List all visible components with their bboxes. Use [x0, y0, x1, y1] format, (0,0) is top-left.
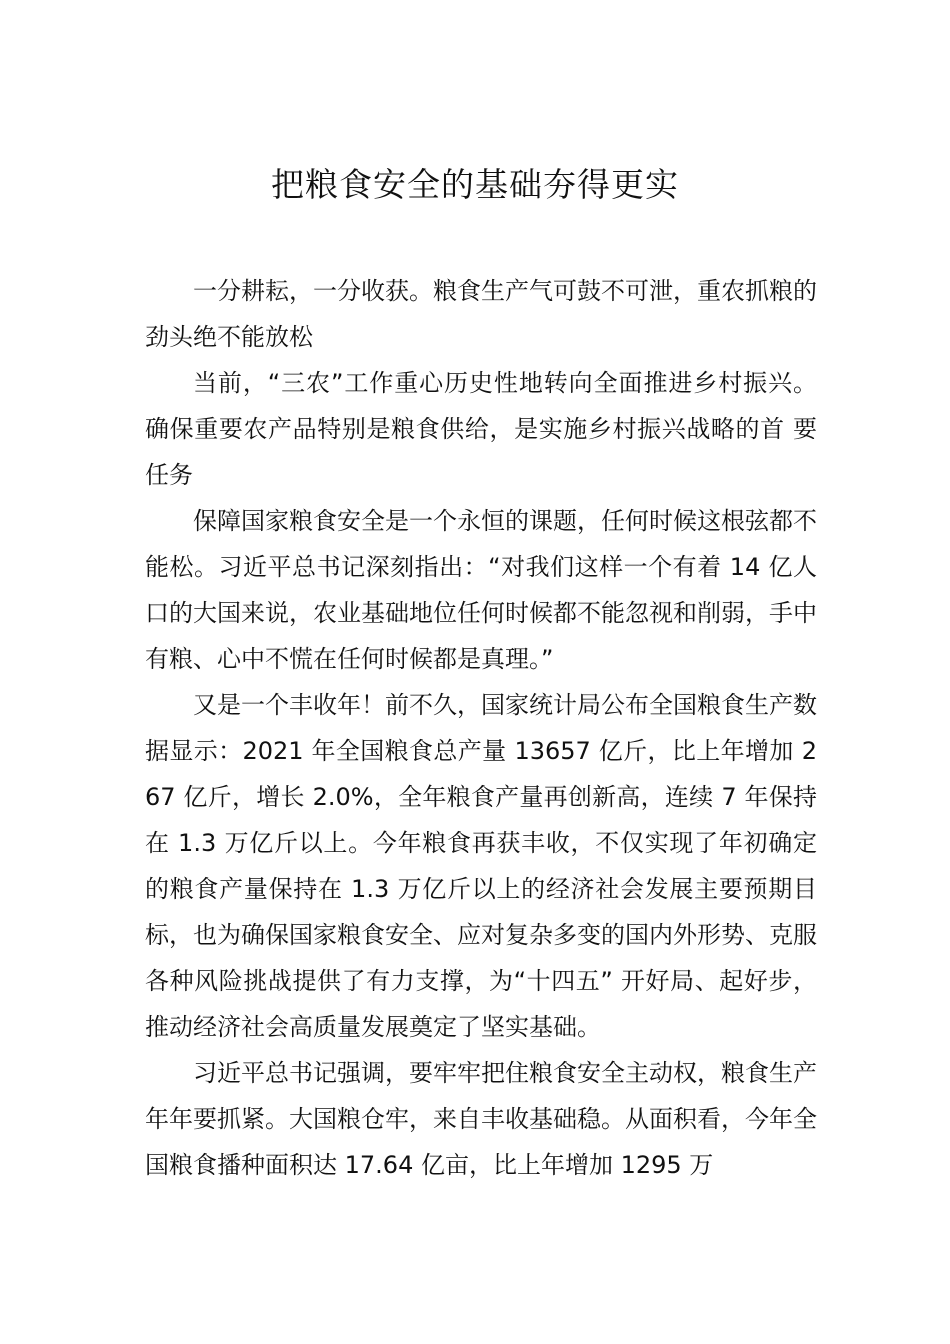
- paragraph-2: 当前，“三农”工作重心历史性地转向全面推进乡村振兴。确保重要农产品特别是粮食供给，是实施乡村振兴战略的首 要任务: [145, 369, 817, 489]
- paragraph-3: 保障国家粮食安全是一个永恒的课题，任何时候这根弦都不能松。习近平总书记深刻指出：“对我们这样一个有着 14 亿人口的大国来说，农业基础地位任何时候都不能忽视和削弱，手中有粮、心中不慌在任何时候都是真理。”: [145, 507, 817, 673]
- paragraph-4: 又是一个丰收年！前不久，国家统计局公布全国粮食生产数据显示：2021 年全国粮食总产量 13657 亿斤，比上年增加 267 亿斤，增长 2.0%，全年粮食产量再创新高，连续 7 年保持在 1.3 万亿斤以上。今年粮食再获丰收，不仅实现了年初确定的粮食产量保持在 1.3 万亿斤以上的经济社会发展主要预期目标，也为确保国家粮食安全、应对复杂多变的国内外形势、克服各种风险挑战提供了有力支撑，为“十四五” 开好局、起好步，推动经济社会高质量发展奠定了坚实基础。: [145, 691, 817, 1041]
- paragraph-1: 一分耕耘，一分收获。粮食生产气可鼓不可泄，重农抓粮的劲头绝不能放松: [145, 277, 817, 351]
- paragraph-5: 习近平总书记强调，要牢牢把住粮食安全主动权，粮食生产年年要抓紧。大国粮仓牢，来自丰收基础稳。从面积看，今年全国粮食播种面积达 17.64 亿亩，比上年增加 1295 万: [145, 1059, 817, 1179]
- document-title: 把粮食安全的基础夯得更实: [271, 165, 679, 204]
- document-body: [145, 268, 817, 1188]
